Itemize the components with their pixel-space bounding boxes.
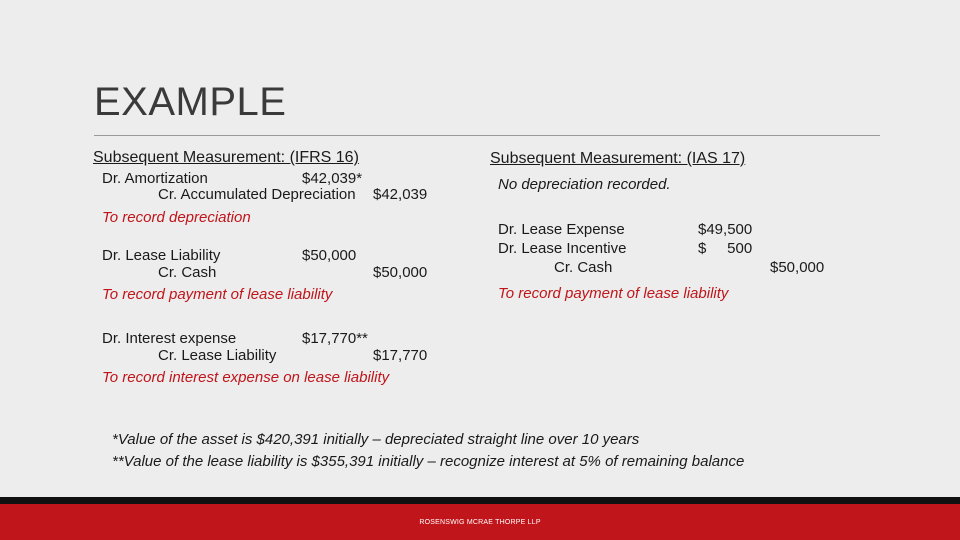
ias17-debit1-amount: $49,500 xyxy=(698,221,753,238)
entry1-credit-amount: $42,039 xyxy=(373,186,428,203)
ias17-debit1-label: Dr. Lease Expense xyxy=(498,221,625,238)
no-depreciation-text: No depreciation recorded. xyxy=(498,176,671,193)
entry3-debit-amount: $17,770** xyxy=(302,330,368,347)
entry2-credit-label: Cr. Cash xyxy=(158,264,217,281)
entry2-note: To record payment of lease liability xyxy=(102,286,333,303)
entry3-credit-amount: $17,770 xyxy=(373,347,428,364)
title-divider xyxy=(94,135,880,136)
entry2-debit-label: Dr. Lease Liability xyxy=(102,247,221,264)
entry2-credit-amount: $50,000 xyxy=(373,264,428,281)
footer-black-bar xyxy=(0,497,960,504)
entry1-debit-label: Dr. Amortization xyxy=(102,170,208,187)
footer-firm-name: ROSENSWIG MCRAE THORPE LLP xyxy=(419,519,541,526)
ias17-note: To record payment of lease liability xyxy=(498,285,729,302)
ias17-debit2-label: Dr. Lease Incentive xyxy=(498,240,627,257)
entry1-note: To record depreciation xyxy=(102,209,251,226)
ias17-credit-amount: $50,000 xyxy=(770,259,825,276)
footnote-lease-liability: **Value of the lease liability is $355,391 initially – recognize interest at 5% of remaining balance xyxy=(112,453,745,470)
entry1-debit-amount: $42,039* xyxy=(302,170,363,187)
ifrs16-header: Subsequent Measurement: (IFRS 16) xyxy=(93,149,359,166)
ias17-debit2-amount: $ 500 xyxy=(698,240,753,257)
slide-title: EXAMPLE xyxy=(94,80,287,124)
entry2-debit-amount: $50,000 xyxy=(302,247,357,264)
entry3-credit-label: Cr. Lease Liability xyxy=(158,347,277,364)
ias17-header: Subsequent Measurement: (IAS 17) xyxy=(490,150,746,167)
entry3-debit-label: Dr. Interest expense xyxy=(102,330,237,347)
entry3-note: To record interest expense on lease liability xyxy=(102,369,390,386)
ias17-credit-label: Cr. Cash xyxy=(554,259,613,276)
entry1-credit-label: Cr. Accumulated Depreciation xyxy=(158,186,356,203)
footnote-asset-value: *Value of the asset is $420,391 initially – depreciated straight line over 10 years xyxy=(112,431,640,448)
